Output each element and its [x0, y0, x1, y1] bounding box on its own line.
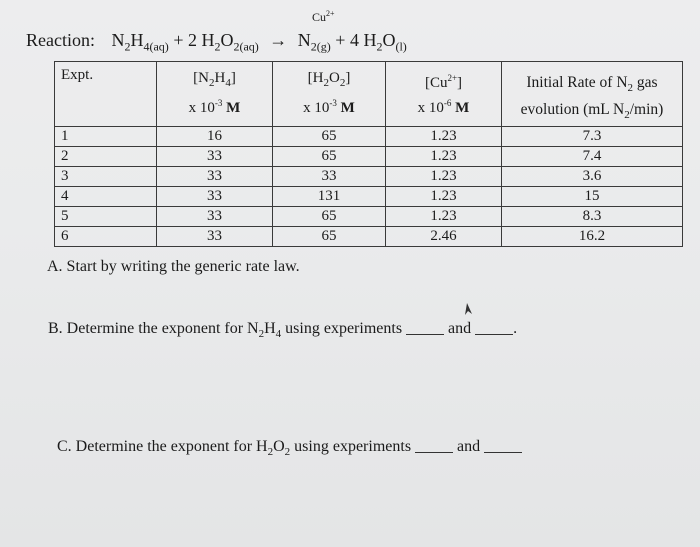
cell-expt: 5 [55, 207, 157, 227]
cell-cu: 1.23 [386, 127, 502, 147]
cell-h2o2: 33 [273, 167, 386, 187]
cell-n2h4: 33 [157, 207, 273, 227]
cell-h2o2: 65 [273, 207, 386, 227]
cell-cu: 1.23 [386, 187, 502, 207]
cell-expt: 6 [55, 227, 157, 247]
header-h2o2: $[H_2O_2]$ x $10^{-3}$ M [273, 62, 386, 127]
question-b: B. Determine the exponent for $N_2H_4$ using experiments and . [48, 320, 518, 341]
cell-rate: 8.3 [502, 207, 683, 227]
table-row [55, 127, 683, 147]
cell-rate: 7.4 [502, 147, 683, 167]
cell-h2o2: 131 [273, 187, 386, 207]
table-row [55, 207, 683, 227]
cell-n2h4: 33 [157, 167, 273, 187]
cell-expt: 3 [55, 167, 157, 187]
cell-expt: 1 [55, 127, 157, 147]
cell-h2o2: 65 [273, 227, 386, 247]
answer-blank-c2[interactable] [484, 451, 522, 453]
reaction-arrow-icon: → [269, 30, 288, 50]
header-cu: $[Cu^{2+}]$ x $10^{-6}$ M [386, 62, 502, 127]
table-row [55, 187, 683, 207]
header-expt: Expt. [55, 62, 157, 127]
cell-rate: 15 [502, 187, 683, 207]
question-c: C. Determine the exponent for $H_2O_2$ using experiments and [57, 438, 522, 458]
cell-expt: 2 [55, 147, 157, 167]
cell-rate: 7.3 [502, 127, 683, 147]
cell-cu: 2.46 [386, 227, 502, 247]
answer-blank-b2[interactable] [475, 333, 513, 335]
cell-cu: 1.23 [386, 207, 502, 227]
cell-h2o2: 65 [273, 127, 386, 147]
table-header-row [55, 62, 683, 127]
cell-n2h4: 33 [157, 227, 273, 247]
cell-rate: 3.6 [502, 167, 683, 187]
mouse-cursor-icon [462, 303, 474, 315]
table-row [55, 227, 683, 247]
answer-blank-b1[interactable] [406, 333, 444, 335]
catalyst-label: $Cu^{2+}$ [312, 9, 335, 24]
header-rate: Initial Rate of $N_2$ gas evolution (mL $N_2/\min$) [502, 62, 683, 127]
cell-expt: 4 [55, 187, 157, 207]
cell-n2h4: 16 [157, 127, 273, 147]
cell-cu: 1.23 [386, 147, 502, 167]
question-a: A. Start by writing the generic rate law. [47, 258, 300, 275]
table-row [55, 167, 683, 187]
answer-blank-c1[interactable] [415, 451, 453, 453]
cell-cu: 1.23 [386, 167, 502, 187]
cell-n2h4: 33 [157, 187, 273, 207]
reaction-label: Reaction: [26, 30, 95, 50]
rate-data-table [54, 61, 683, 247]
table-row [55, 147, 683, 167]
header-n2h4: $[N_2H_4]$ x $10^{-3}$ M [157, 62, 273, 127]
reaction-equation: Reaction: $N_2H_{4(aq)} + 2$ $H_2O_{2(aq)} \to N_{2(g)} + 4$ $H_2O_{(l)}$ [26, 30, 407, 54]
cell-h2o2: 65 [273, 147, 386, 167]
cell-rate: 16.2 [502, 227, 683, 247]
cell-n2h4: 33 [157, 147, 273, 167]
